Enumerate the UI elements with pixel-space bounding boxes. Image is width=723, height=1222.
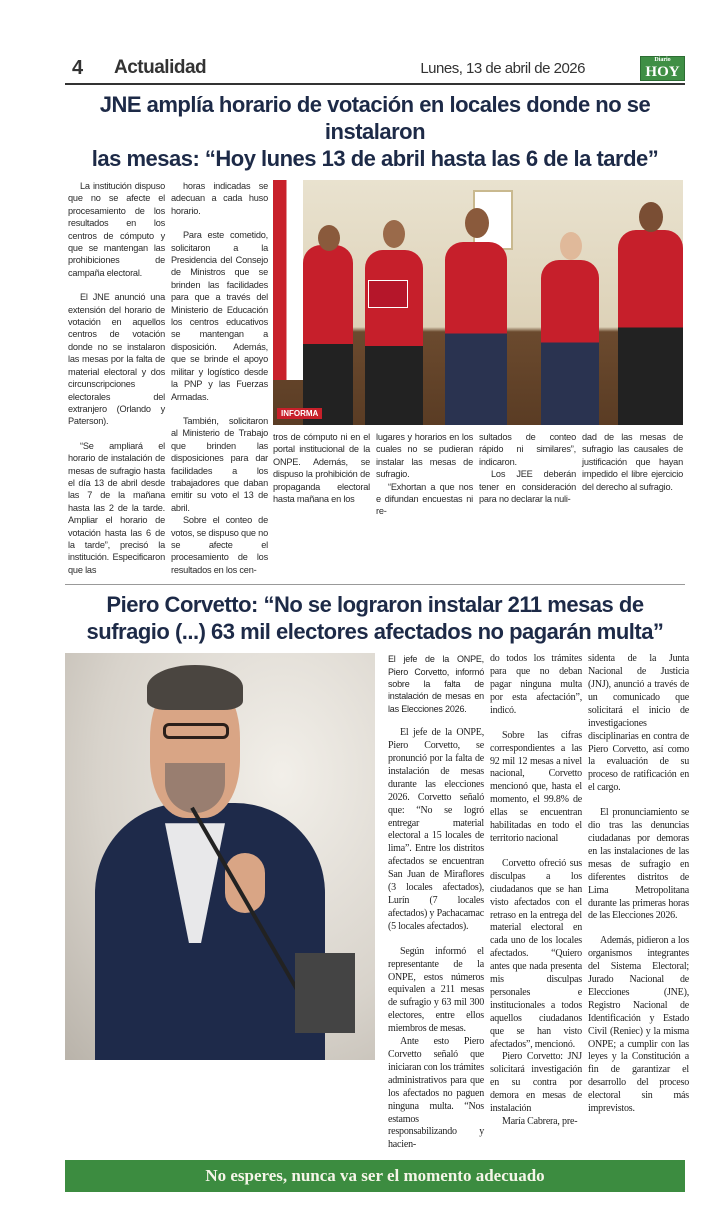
header-rule xyxy=(65,83,685,85)
article2-col1: El jefe de la ONPE, Piero Corvetto, informó sobre la falta de instalación de mesas en las Elecciones 2026. El jefe de la ONPE, Piero Corvetto, se pronunció por la falta de instalación de mesas durante las elecciones 2026. Corvetto señaló que: “No se logró entregar material electoral a 15 locales de lima”. Entre los distritos afectados se encuentran San Juan de Miraflores (3 locales afectados), Lurín (7 locales afectados) y Pachacamac (5 locales afectados). Según informó el representante de la ONPE, estos números equivalen a 211 mesas de sufragio y 63 mil 300 electores, entre ellos miembros de mesas. Ante esto Piero Corvetto señaló que iniciaran con los trámites administrativos para que los afectados no paguen ninguna multa. “Nos estamos responsabilizando y hacien- xyxy=(388,654,484,1151)
issue-date: Lunes, 13 de abril de 2026 xyxy=(420,59,585,77)
article1-col4: lugares y horarios en los cuales no se pudieran instalar las mesas de sufragio. “Exhortan a que nos e difundan encuestas ni re- xyxy=(376,432,473,517)
page-number: 4 xyxy=(72,56,84,79)
article1-col1: La institución dispuso que no se afecte el procesamiento de los resultados en los centros de cómputo y que se mantengan las prohibiciones de campaña electoral. El JNE anunció una extensión del horario de votación en aquellos centros de votación donde no se instalaron las mesas por la falta de material electoral y dos circunscripciones electorales del extranjero (Orlando y Paterson). “Se ampliará el horario de instalación de mesas de sufragio hasta el día 13 de abril desde las 7 de la mañana hasta las 2 de la tarde. Ampliar el horario de votación hasta las 6 de la tarde”, precisó la institución. Especificaron que las xyxy=(68,181,165,575)
article1-body xyxy=(65,180,685,576)
article2-body xyxy=(65,653,689,1152)
article2-headline: Piero Corvetto: “No se lograron instalar 211 mesas de sufragio (...) 63 mil electores afectados no pagarán multa” xyxy=(86,592,664,645)
article1-lower-columns xyxy=(273,431,683,518)
article2-photo xyxy=(65,653,375,1060)
article1-col6: dad de las mesas de sufragio las causales de justificación que hayan impedido el libre ejercicio del derecho al sufragio. xyxy=(582,432,683,492)
section-title: Actualidad xyxy=(114,57,207,78)
article-divider xyxy=(65,584,685,585)
article1-right xyxy=(273,180,683,518)
article1-col5: sultados de conteo rápido ni similares”, indicaron. Los JEE deberán tener en consideración para no declarar la nuli- xyxy=(479,432,576,505)
article1-photo xyxy=(273,180,683,425)
article1-headline: JNE amplía horario de votación en locales donde no se instalaron las mesas: “Hoy lunes 13 de abril hasta las 6 de la tarde” xyxy=(91,92,659,171)
article1-col3: tros de cómputo ni en el portal institucional de la ONPE. Además, se dispuso la prohibición de propaganda electoral hasta mañana en los xyxy=(273,432,370,505)
newspaper-logo: Diario HOY xyxy=(640,56,685,81)
footer-banner: No esperes, nunca va ser el momento adecuado xyxy=(65,1160,685,1192)
article2-col3: sidenta de la Junta Nacional de Justicia (JNJ), anunció a través de un comunicado que solicitará el inicio de investigaciones disciplinarias en contra de Piero Corvetto, así como la evaluación de su proceso de ratificación en el cargo. El pronunciamiento se dio tras las denuncias ciudadanas por demoras en las instalaciones de las mesas de sufragio en diferentes distritos de Lima Metropolitana durante las primeras horas de las Elecciones 2026. Además, pidieron a los organismos integrantes del Sistema Electoral; Jurado Nacional de Elecciones (JNE), Registro Nacional de Identificación y Estado Civil (Reniec) y la misma ONPE; a cumplir con las leyes y la Constitución a fin de garantizar el desarrollo del proceso electoral sin más imprevistos. xyxy=(588,653,689,1115)
article1-col2: horas indicadas se adecuan a cada huso horario. Para este cometido, solicitaron a la Presidencia del Consejo de Ministros que se brinden las facilidades para que a través del Ministerio de Educación los centros educativos se mantengan a disposición. Además, que se brinde el apoyo militar y logístico desde la PNP y las Fuerzas Armadas. También, solicitaron al Ministerio de Trabajo que brinden las disposiciones para dar facilidades a los trabajadores que daban emitir su voto el 13 de abril. Sobre el conteo de votos, se dispuso que no se afecte el procesamiento de los resultados en los cen- xyxy=(171,181,268,575)
page-header xyxy=(65,54,685,82)
article2-col2: do todos los trámites para que no deban pagar ninguna multa por esta afectación”, indicó. Sobre las cifras correspondientes a las 92 mil 12 mesas a nivel nacional, Corvetto mencionó que, hasta el momento, el 99.8% de ellas se encuentran habilitadas en todo el territorio nacional Corvetto ofreció sus disculpas a los ciudadanos que se han visto afectados con el retraso en la entrega del material electoral en cada uno de los locales afectados. “Quiero antes que nada presenta mis disculpas personales e institucionales a todos aquellos ciudadanos que se han visto afectados”, mencionó. Piero Corvetto: JNJ solicitará investigación en su contra por demora en mesas de instalación María Cabrera, pre- xyxy=(490,653,582,1127)
photo-tag: INFORMA xyxy=(277,408,322,419)
